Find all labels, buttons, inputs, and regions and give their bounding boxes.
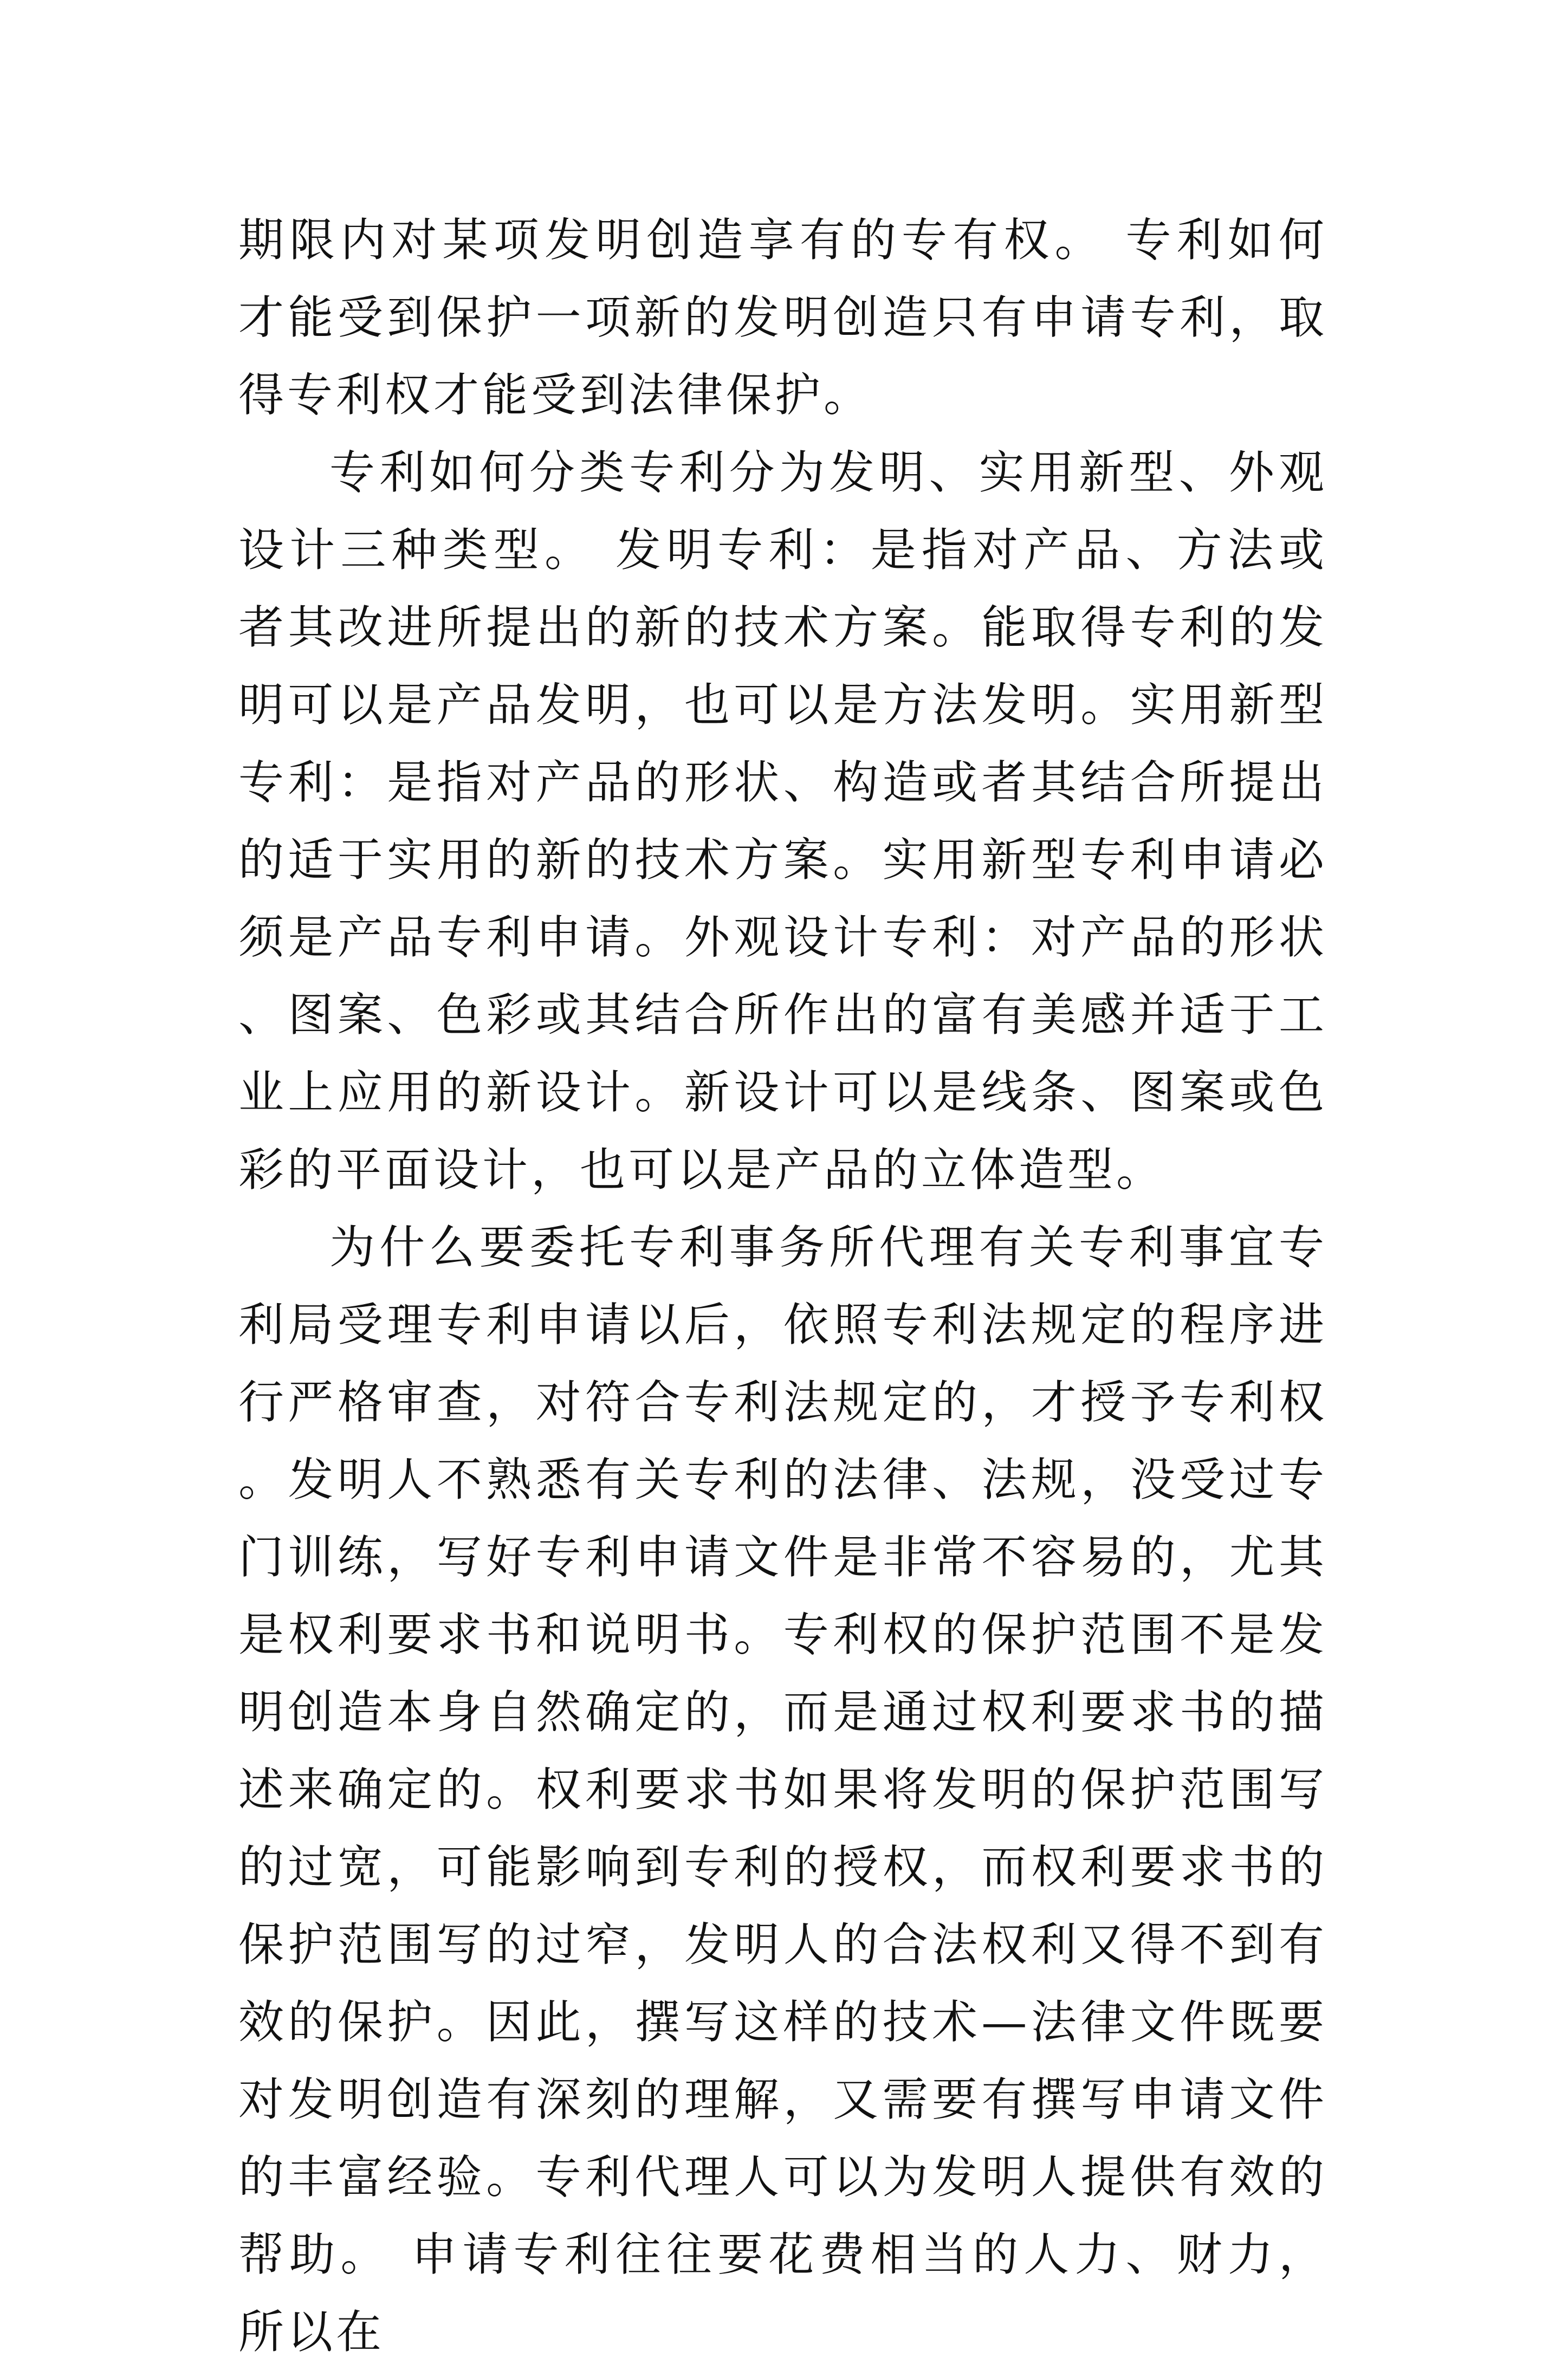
paragraph-1: 期限内对某项发明创造享有的专有权。 专利如何才能受到保护一项新的发明创造只有申请专利，取得专利权才能受到法律保护。 (238, 213, 1327, 422)
paragraph-2: 专利如何分类专利分为发明、实用新型、外观设计三种类型。 发明专利：是指对产品、方法或者其改进所提出的新的技术方案。能取得专利的发明可以是产品发明，也可以是方法发明。实用新型专利：是指对产品的形状、构造或者其结合所提出的适于实用的新的技术方案。实用新型专利申请必须是产品专利申请。外观设计专利：对产品的形状、图案、色彩或其结合所作出的富有美感并适于工业上应用的新设计。新设计可以是线条、图案或色彩的平面设计，也可以是产品的立体造型。 (238, 446, 1327, 1196)
document-body (238, 202, 1327, 2371)
paragraph-3: 为什么要委托专利事务所代理有关专利事宜专利局受理专利申请以后，依照专利法规定的程序进行严格审查，对符合专利法规定的，才授予专利权。发明人不熟悉有关专利的法律、法规，没受过专门训练，写好专利申请文件是非常不容易的，尤其是权利要求书和说明书。专利权的保护范围不是发明创造本身自然确定的，而是通过权利要求书的描述来确定的。权利要求书如果将发明的保护范围写的过宽，可能影响到专利的授权，而权利要求书的保护范围写的过窄，发明人的合法权利又得不到有效的保护。因此，撰写这样的技术—法律文件既要对发明创造有深刻的理解，又需要有撰写申请文件的丰富经验。专利代理人可以为发明人提供有效的帮助。 申请专利往往要花费相当的人力、财力，所以在 (238, 1221, 1327, 2359)
